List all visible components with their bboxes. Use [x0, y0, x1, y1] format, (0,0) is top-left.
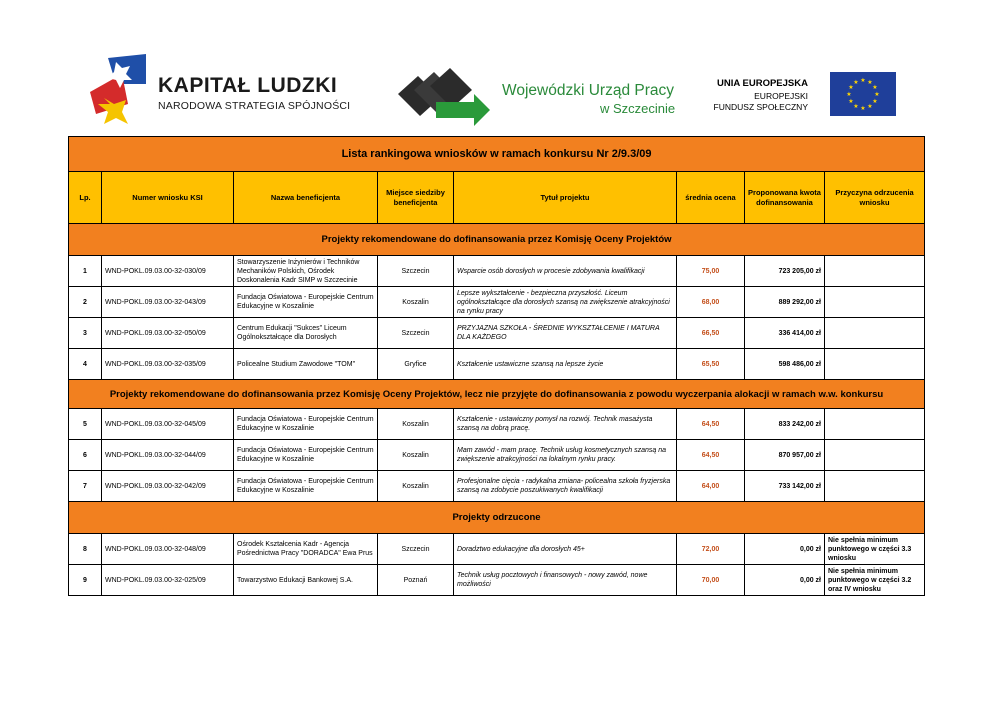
cell-lp: 1	[69, 256, 102, 287]
cell-score: 68,00	[677, 287, 745, 318]
section-not-accepted: Projekty rekomendowane do dofinansowania przez Komisję Oceny Projektów, lecz nie przyjęte do dofinansowania z powodu wyczerpania alokacji w ramach w.w. konkursu	[69, 380, 925, 409]
cell-seat: Koszalin	[378, 287, 454, 318]
cell-reason	[825, 409, 925, 440]
section-recommended-row	[69, 224, 925, 256]
cell-seat: Szczecin	[378, 318, 454, 349]
wup-title: Wojewódzki Urząd Pracy	[502, 82, 674, 99]
cell-amount: 0,00 zł	[745, 565, 825, 596]
cell-amount: 889 292,00 zł	[745, 287, 825, 318]
svg-text:★: ★	[874, 91, 880, 98]
svg-text:★: ★	[848, 98, 854, 105]
cell-score: 66,50	[677, 318, 745, 349]
svg-text:★: ★	[848, 84, 854, 91]
cell-project: Lepsze wykształcenie - bezpieczna przyszłość. Liceum ogólnokształcące dla dorosłych szansą na zwiększenie atrakcyjności na rynku pracy	[454, 287, 677, 318]
cell-lp: 9	[69, 565, 102, 596]
cell-project: Kształcenie ustawiczne szansą na lepsze życie	[454, 349, 677, 380]
cell-beneficiary: Centrum Edukacji "Sukces" Liceum Ogólnokształcące dla Dorosłych	[234, 318, 378, 349]
svg-text:★: ★	[853, 103, 859, 110]
cell-beneficiary: Fundacja Oświatowa - Europejskie Centrum Edukacyjne w Koszalinie	[234, 287, 378, 318]
header-seat: Miejsce siedziby beneficjenta	[378, 172, 454, 224]
table-row	[69, 349, 925, 380]
cell-beneficiary: Ośrodek Kształcenia Kadr - Agencja Pośrednictwa Pracy "DORADCA" Ewa Prus	[234, 534, 378, 565]
kapital-ludzki-logo	[88, 54, 358, 126]
table-title: Lista rankingowa wniosków w ramach konkursu Nr 2/9.3/09	[69, 137, 925, 172]
header-score: średnia ocena	[677, 172, 745, 224]
cell-reason: Nie spełnia minimum punktowego w części 3.3 wniosku	[825, 534, 925, 565]
cell-ksi: WND-POKL.09.03.00-32-025/09	[102, 565, 234, 596]
cell-beneficiary: Policealne Studium Zawodowe "TOM"	[234, 349, 378, 380]
cell-amount: 833 242,00 zł	[745, 409, 825, 440]
cell-beneficiary: Stowarzyszenie Inżynierów i Techników Mechaników Polskich, Ośrodek Doskonalenia Kadr SIMP w Szczecinie	[234, 256, 378, 287]
cell-beneficiary: Fundacja Oświatowa - Europejskie Centrum Edukacyjne w Koszalinie	[234, 409, 378, 440]
header-project: Tytuł projektu	[454, 172, 677, 224]
cell-amount: 336 414,00 zł	[745, 318, 825, 349]
cell-reason	[825, 287, 925, 318]
header-beneficiary: Nazwa beneficjenta	[234, 172, 378, 224]
cell-ksi: WND-POKL.09.03.00-32-035/09	[102, 349, 234, 380]
cell-reason	[825, 256, 925, 287]
header-reason: Przyczyna odrzucenia wniosku	[825, 172, 925, 224]
cell-ksi: WND-POKL.09.03.00-32-048/09	[102, 534, 234, 565]
section-recommended: Projekty rekomendowane do dofinansowania przez Komisję Oceny Projektów	[69, 224, 925, 256]
svg-text:★: ★	[872, 84, 878, 91]
svg-text:★: ★	[846, 91, 852, 98]
cell-score: 64,50	[677, 440, 745, 471]
cell-project: Wsparcie osób dorosłych w procesie zdobywania kwalifikacji	[454, 256, 677, 287]
eu-line-3: FUNDUSZ SPOŁECZNY	[713, 102, 808, 112]
table-row	[69, 440, 925, 471]
cell-lp: 4	[69, 349, 102, 380]
cell-score: 70,00	[677, 565, 745, 596]
eu-line-1: UNIA EUROPEJSKA	[717, 78, 808, 89]
svg-text:★: ★	[860, 77, 866, 84]
table-row	[69, 534, 925, 565]
cell-project: PRZYJAZNA SZKOŁA - ŚREDNIE WYKSZTAŁCENIE I MATURA DLA KAŻDEGO	[454, 318, 677, 349]
cell-reason	[825, 349, 925, 380]
table-row	[69, 565, 925, 596]
cell-project: Profesjonalne cięcia - radykalna zmiana- policealna szkoła fryzjerska szansą na zdobycie poszukiwanych kwalifikacji	[454, 471, 677, 502]
cell-ksi: WND-POKL.09.03.00-32-050/09	[102, 318, 234, 349]
cell-amount: 870 957,00 zł	[745, 440, 825, 471]
eu-logo	[713, 64, 906, 124]
cell-lp: 5	[69, 409, 102, 440]
cell-score: 64,00	[677, 471, 745, 502]
cell-seat: Gryfice	[378, 349, 454, 380]
kapital-ludzki-subtitle: NARODOWA STRATEGIA SPÓJNOŚCI	[158, 100, 351, 112]
table-header-row	[69, 172, 925, 224]
cell-score: 65,50	[677, 349, 745, 380]
cell-lp: 2	[69, 287, 102, 318]
cell-seat: Koszalin	[378, 471, 454, 502]
cell-score: 75,00	[677, 256, 745, 287]
wup-emblem-icon	[392, 68, 492, 126]
ranking-table	[68, 136, 925, 596]
table-row	[69, 409, 925, 440]
cell-reason	[825, 471, 925, 502]
cell-project: Kształcenie - ustawiczny pomysł na rozwój. Technik masażysta szansą na dobrą pracę.	[454, 409, 677, 440]
cell-ksi: WND-POKL.09.03.00-32-044/09	[102, 440, 234, 471]
cell-amount: 598 486,00 zł	[745, 349, 825, 380]
cell-seat: Szczecin	[378, 534, 454, 565]
table-row	[69, 287, 925, 318]
kapital-ludzki-title: KAPITAŁ LUDZKI	[158, 74, 338, 97]
svg-text:★: ★	[853, 79, 859, 86]
cell-ksi: WND-POKL.09.03.00-32-042/09	[102, 471, 234, 502]
cell-reason	[825, 440, 925, 471]
cell-ksi: WND-POKL.09.03.00-32-043/09	[102, 287, 234, 318]
cell-project: Technik usług pocztowych i finansowych - nowy zawód, nowe możliwości	[454, 565, 677, 596]
wup-logo	[392, 68, 692, 126]
cell-seat: Koszalin	[378, 409, 454, 440]
cell-project: Doradztwo edukacyjne dla dorosłych 45+	[454, 534, 677, 565]
cell-project: Mam zawód - mam pracę. Technik usług kosmetycznych szansą na zwiększenie atrakcyjności na lokalnym rynku pracy.	[454, 440, 677, 471]
table-row	[69, 318, 925, 349]
section-rejected: Projekty odrzucone	[69, 502, 925, 534]
cell-lp: 8	[69, 534, 102, 565]
section-not-accepted-row	[69, 380, 925, 409]
cell-reason	[825, 318, 925, 349]
table-title-row	[69, 137, 925, 172]
cell-seat: Poznań	[378, 565, 454, 596]
header-lp: Lp.	[69, 172, 102, 224]
svg-text:★: ★	[860, 105, 866, 112]
cell-lp: 6	[69, 440, 102, 471]
svg-text:★: ★	[867, 79, 873, 86]
cell-amount: 723 205,00 zł	[745, 256, 825, 287]
eu-line-2: EUROPEJSKI	[754, 91, 808, 101]
cell-lp: 3	[69, 318, 102, 349]
cell-ksi: WND-POKL.09.03.00-32-045/09	[102, 409, 234, 440]
eu-flag-icon	[830, 72, 896, 116]
cell-amount: 733 142,00 zł	[745, 471, 825, 502]
table-row	[69, 256, 925, 287]
cell-score: 64,50	[677, 409, 745, 440]
kapital-ludzki-emblem-icon	[88, 54, 150, 126]
cell-seat: Koszalin	[378, 440, 454, 471]
wup-subtitle: w Szczecinie	[600, 101, 676, 116]
cell-beneficiary: Fundacja Oświatowa - Europejskie Centrum Edukacyjne w Koszalinie	[234, 440, 378, 471]
cell-score: 72,00	[677, 534, 745, 565]
cell-beneficiary: Towarzystwo Edukacji Bankowej S.A.	[234, 565, 378, 596]
cell-amount: 0,00 zł	[745, 534, 825, 565]
svg-text:★: ★	[867, 103, 873, 110]
cell-reason: Nie spełnia minimum punktowego w części 3.2 oraz IV wniosku	[825, 565, 925, 596]
header-ksi: Numer wniosku KSI	[102, 172, 234, 224]
cell-seat: Szczecin	[378, 256, 454, 287]
cell-ksi: WND-POKL.09.03.00-32-030/09	[102, 256, 234, 287]
svg-text:★: ★	[872, 98, 878, 105]
cell-beneficiary: Fundacja Oświatowa - Europejskie Centrum Edukacyjne w Koszalinie	[234, 471, 378, 502]
header-amount: Proponowana kwota dofinansowania	[745, 172, 825, 224]
section-rejected-row	[69, 502, 925, 534]
table-row	[69, 471, 925, 502]
cell-lp: 7	[69, 471, 102, 502]
